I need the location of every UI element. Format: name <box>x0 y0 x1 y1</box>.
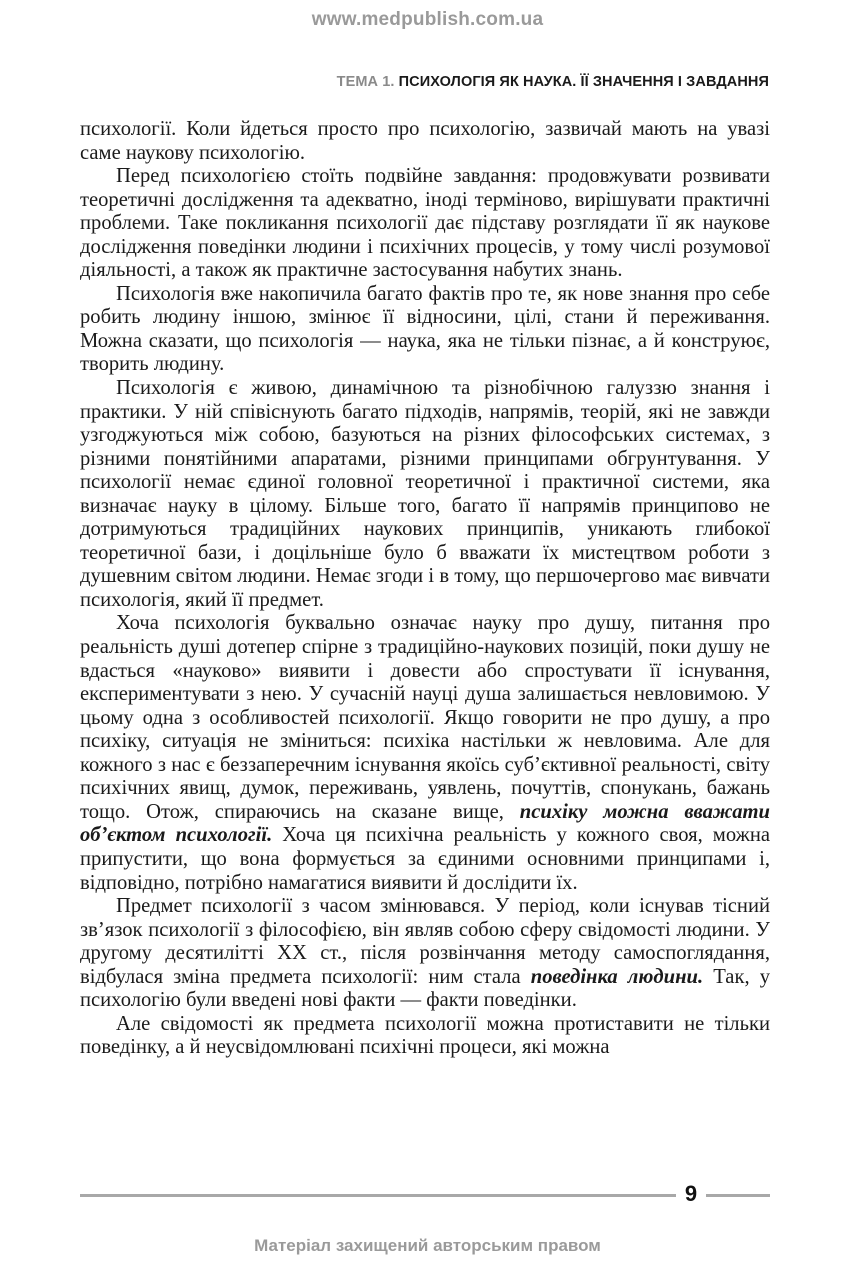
paragraph-5 <box>80 612 770 895</box>
running-head-topic: ТЕМА 1. <box>336 74 399 90</box>
footer-rule-left <box>80 1194 676 1197</box>
copyright-note: Матеріал захищений авторським правом <box>254 1236 601 1255</box>
running-head-title: ПСИХОЛОГІЯ ЯК НАУКА. ЇЇ ЗНАЧЕННЯ І ЗАВДАННЯ <box>398 74 769 90</box>
body-text <box>80 118 770 1060</box>
paragraph-6-text-b: Так, у психологію були введені нові факти — факти поведінки. <box>80 965 770 1012</box>
paragraph-5-text-b: Хоча ця психічна реальність у кожного своя, можна припустити, що вона формується за єдиними основними принципами і, відповідно, потрібно намагатися виявити й дослідити їх. <box>80 824 770 894</box>
paragraph-3: Психологія вже накопичила багато фактів про те, як нове знання про себе робить людину іншою, змінює її відносини, цілі, стани й переживання. Можна сказати, що психологія — наука, яка не тільки пізнає, а й конструює, творить людину. <box>80 282 770 376</box>
emphasis-human-behavior: поведінка людини. <box>530 965 704 988</box>
paragraph-6-text-a: Предмет психології з часом змінювався. У період, коли існував тісний зв’язок психології з філософією, він являв собою сферу свідомості людини. У другому десятилітті XX ст., після розвінчання методу самоспоглядання, відбулася зміна предмета психології: ним стала <box>80 895 770 988</box>
paragraph-2: Перед психологією стоїть подвійне завдання: продовжувати розвивати теоретичні дослідження та адекватно, іноді терміново, вирішувати практичні проблеми. Таке покликання психології дає підставу розглядати її як наукове дослідження поведінки людини і психічних процесів, у тому числі розумової діяльності, а також як практичне застосування набутих знань. <box>80 165 770 282</box>
running-head <box>337 74 769 90</box>
footer-rule-right <box>706 1194 770 1197</box>
paragraph-7: Але свідомості як предмета психології можна протиставити не тільки поведінку, а й неусвідомлювані психічні процеси, які можна <box>80 1012 770 1059</box>
emphasis-psyche-object: психіку можна вважати об’єктом психології. <box>80 800 770 847</box>
site-url[interactable]: www.medpublish.com.ua <box>311 9 544 30</box>
paragraph-1: психології. Коли йдеться просто про психологію, зазвичай мають на увазі саме наукову психологію. <box>80 118 770 164</box>
page-number: 9 <box>684 1181 698 1206</box>
paragraph-4: Психологія є живою, динамічною та різнобічною галуззю знання і практики. У ній співіснують багато підходів, напрямів, теорій, які не завжди узгоджуються між собою, базуються на різних філософських системах, з різними понятійними апаратами, різними принципами обгрунтування. У психології немає єдиної головної теоретичної і практичної системи, яка визначає науку в цілому. Більше того, багато її напрямів принципово не дотримуються традиційних наукових принципів, уникають глибокої теоретичної бази, і доцільніше було б вважати їх мистецтвом роботи з душевним світом людини. Немає згоди і в тому, що першочергово має вивчати психологія, який її предмет. <box>80 377 770 611</box>
paragraph-6 <box>80 895 770 1013</box>
paragraph-5-text-a: Хоча психологія буквально означає науку про душу, питання про реальність душі дотепер спірне з традиційно-наукових позицій, поки душу не вдасться «науково» виявити і довести або спростувати її існування, експериментувати з нею. У сучасній науці душа залишається невловимою. У цьому одна з особливостей психології. Якщо говорити не про душу, а про психіку, ситуація не зміниться: психіка настільки ж невловима. Але для кожного з нас є беззаперечним існування якоїсь суб’єктивної реальності, світу психічних явищ, думок, переживань, уявлень, почуттів, спонукань, бажань тощо. Отож, спираючись на сказане вище, <box>80 612 770 823</box>
